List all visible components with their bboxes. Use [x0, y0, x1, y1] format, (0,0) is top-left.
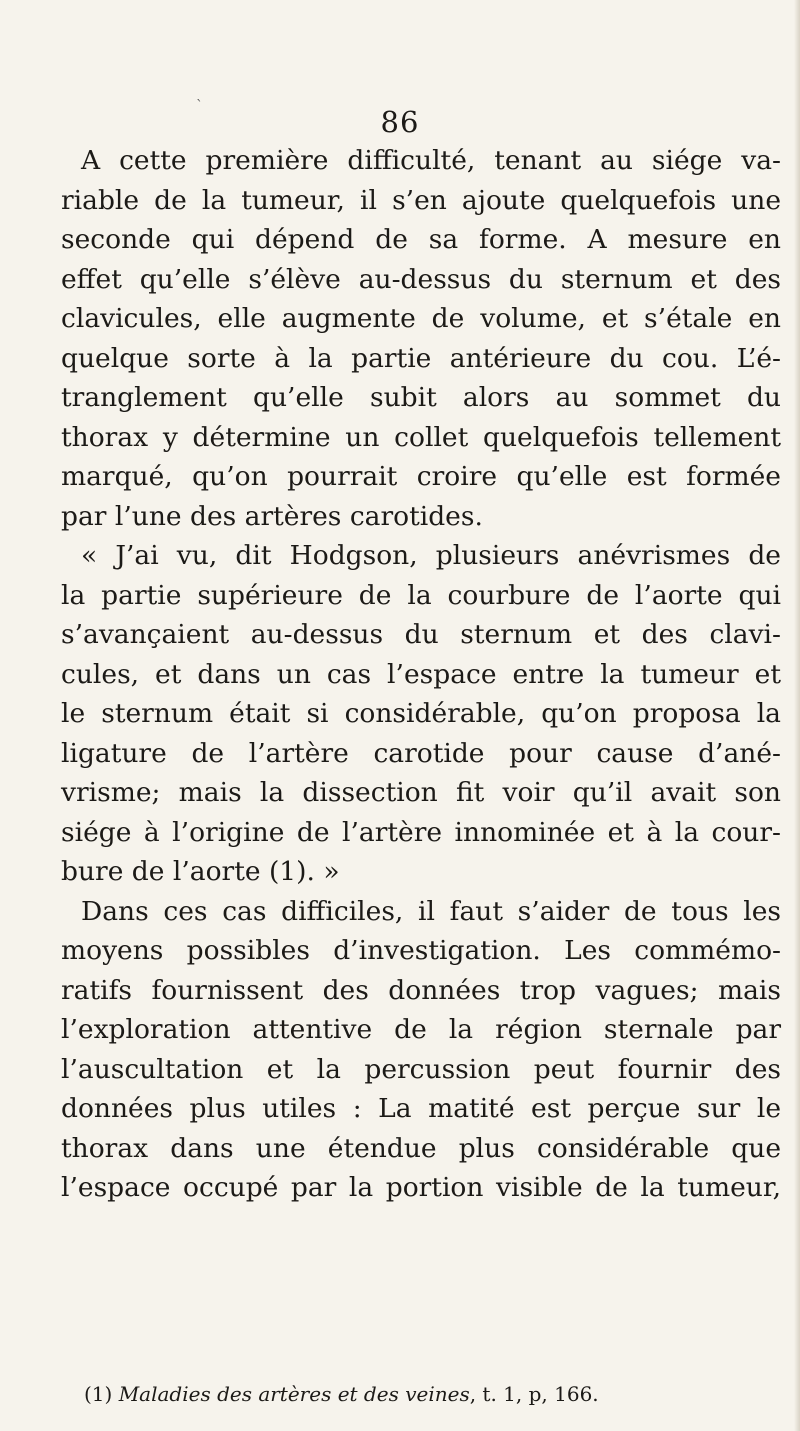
text-line: bure de l’aorte (1). »: [61, 856, 340, 887]
text-line: « J’ai vu, dit Hodgson, plusieurs anévrismes de: [81, 540, 781, 571]
body-text: [61, 141, 781, 1208]
text-line: quelque sorte à la partie antérieure du cou. L’é-: [61, 342, 781, 374]
text-line: ligature de l’artère carotide pour cause d’ané-: [61, 737, 781, 769]
text-line: l’exploration attentive de la région sternale par: [61, 1014, 781, 1045]
text-line: cules, et dans un cas l’espace entre la tumeur et: [61, 658, 781, 690]
text-line: données plus utiles : La matité est perçue sur le: [61, 1093, 781, 1124]
text-line: vrisme; mais la dissection fit voir qu’il avait son: [61, 777, 781, 808]
text-line: A cette première difficulté, tenant au siége va-: [81, 145, 781, 176]
text-line: s’avançaient au-dessus du sternum et des clavi-: [61, 619, 781, 650]
text-line: le sternum était si considérable, qu’on proposa la: [61, 698, 781, 729]
text-line: siége à l’origine de l’artère innominée et à la cour-: [61, 816, 781, 848]
text-line: par l’une des artères carotides.: [61, 500, 483, 532]
text-line: effet qu’elle s’élève au-dessus du sternum et des: [61, 263, 781, 295]
text-line: thorax dans une étendue plus considérable que: [61, 1132, 781, 1164]
page-edge: [794, 0, 800, 1431]
text-line: seconde qui dépend de sa forme. A mesure en: [61, 224, 781, 255]
footnote-reference: , t. 1, p, 166.: [469, 1382, 599, 1406]
text-line: riable de la tumeur, il s’en ajoute quelquefois une: [61, 184, 781, 216]
text-line: tranglement qu’elle subit alors au sommet du: [61, 382, 781, 413]
text-line: l’espace occupé par la portion visible de la tumeur,: [61, 1172, 781, 1203]
text-line: thorax y détermine un collet quelquefois tellement: [61, 421, 781, 453]
text-line: marqué, qu’on pourrait croire qu’elle est formée: [61, 461, 781, 492]
text-line: clavicules, elle augmente de volume, et s’étale en: [61, 303, 781, 334]
footnote-title: Maladies des artères et des veines: [118, 1382, 470, 1406]
text-line: l’auscultation et la percussion peut fournir des: [61, 1053, 781, 1085]
text-line: ratifs fournissent des données trop vagues; mais: [61, 974, 781, 1006]
stray-mark: `: [196, 98, 203, 114]
page-number: 86: [380, 105, 420, 139]
footnote-marker: (1): [84, 1382, 119, 1406]
text-line: moyens possibles d’investigation. Les commémo-: [61, 935, 781, 966]
footnote: [84, 1382, 599, 1406]
text-line: Dans ces cas difficiles, il faut s’aider de tous les: [81, 895, 781, 927]
text-line: la partie supérieure de la courbure de l’aorte qui: [61, 579, 781, 611]
